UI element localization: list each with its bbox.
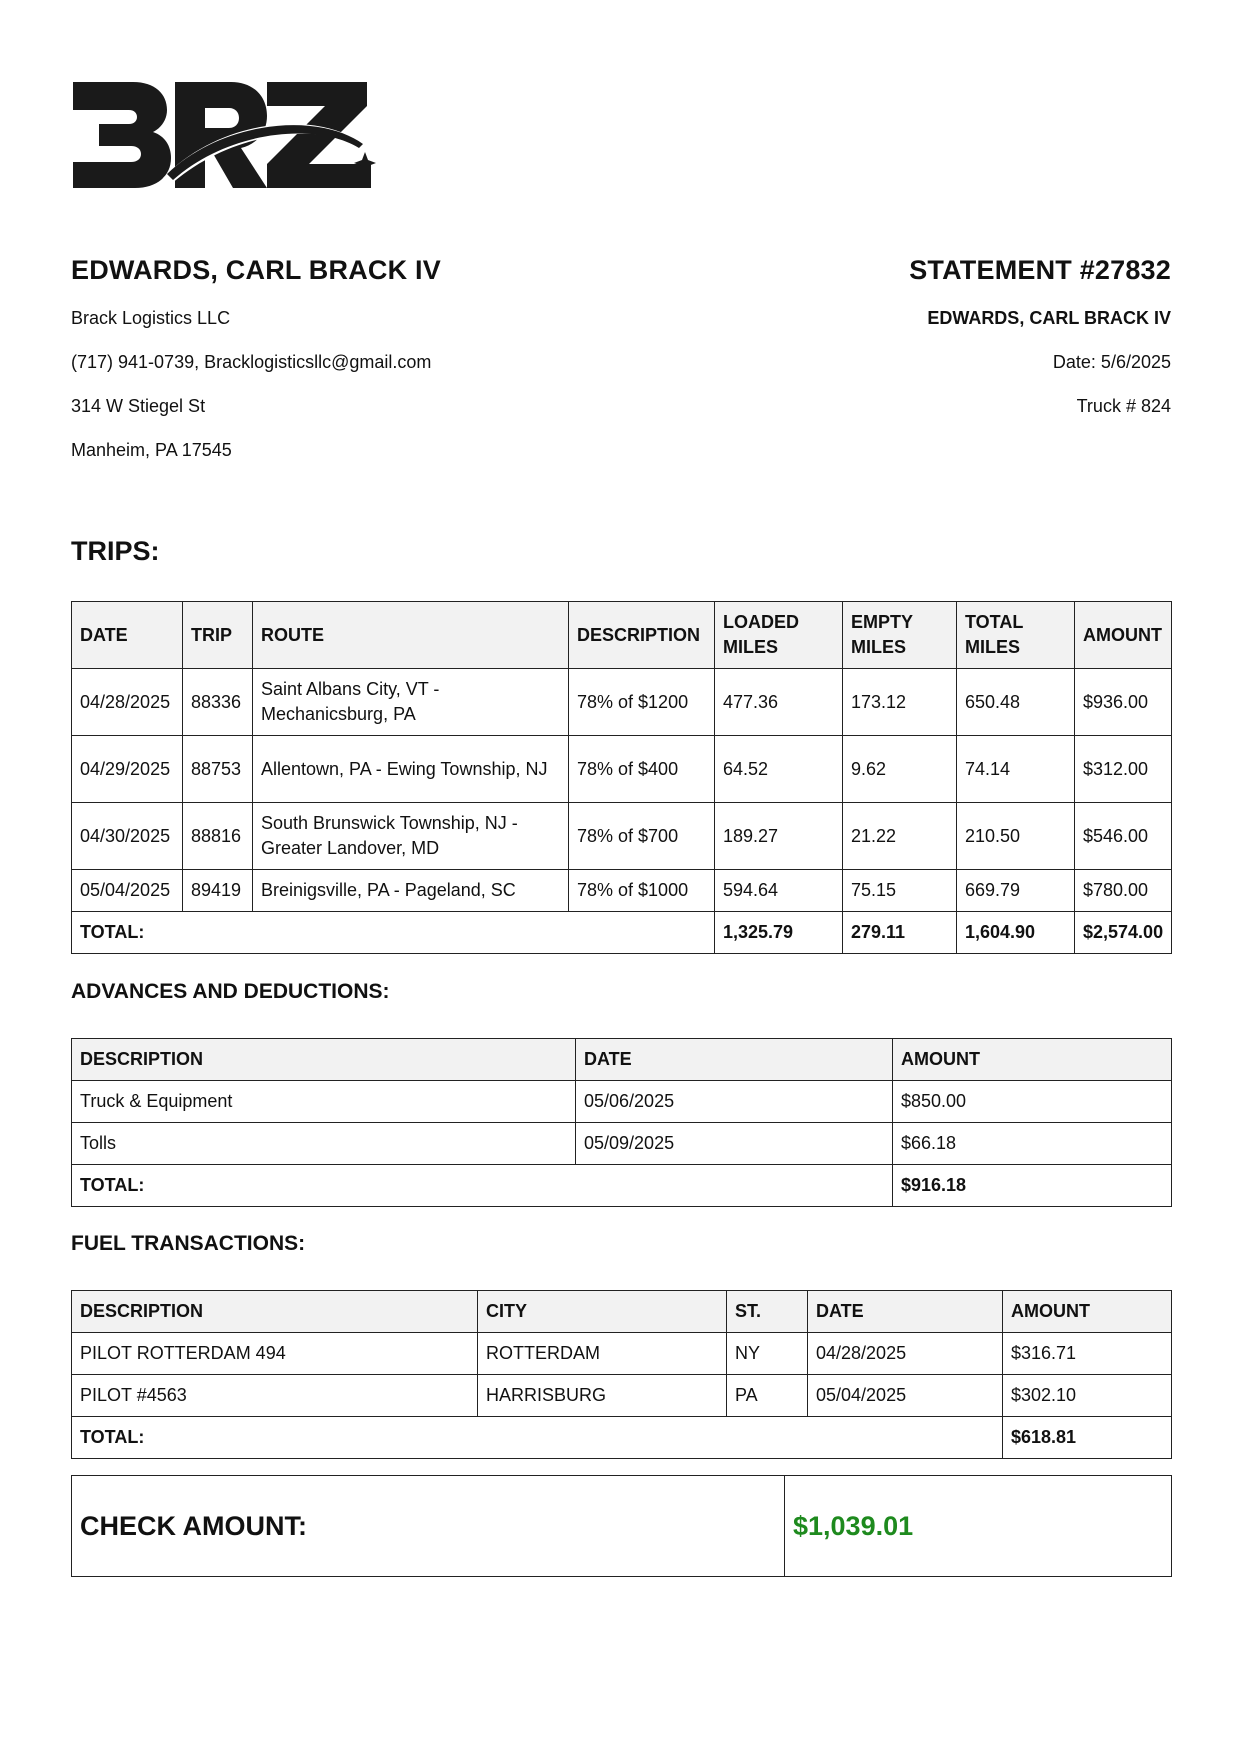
trip-total-miles: 210.50 bbox=[957, 803, 1075, 870]
advance-description: Truck & Equipment bbox=[72, 1081, 576, 1123]
column-header: CITY bbox=[478, 1291, 727, 1333]
advance-amount: $850.00 bbox=[893, 1081, 1172, 1123]
table-row bbox=[72, 1123, 1172, 1165]
trip-amount: $546.00 bbox=[1075, 803, 1172, 870]
fuel-date: 05/04/2025 bbox=[808, 1375, 1003, 1417]
advance-date: 05/09/2025 bbox=[576, 1123, 893, 1165]
column-header: ST. bbox=[727, 1291, 808, 1333]
total-label: TOTAL: bbox=[72, 1165, 893, 1207]
total-label: TOTAL: bbox=[72, 1417, 1003, 1459]
check-amount-value: $1,039.01 bbox=[785, 1476, 1172, 1577]
fuel-state: PA bbox=[727, 1375, 808, 1417]
check-amount-box bbox=[71, 1475, 1172, 1577]
check-row bbox=[72, 1476, 1172, 1577]
trip-route: Allentown, PA - Ewing Township, NJ bbox=[253, 736, 569, 803]
driver-name: EDWARDS, CARL BRACK IV bbox=[71, 255, 441, 285]
trip-route: Breinigsville, PA - Pageland, SC bbox=[253, 870, 569, 912]
table-header-row bbox=[72, 1291, 1172, 1333]
total-label: TOTAL: bbox=[72, 912, 715, 954]
table-row bbox=[72, 1081, 1172, 1123]
fuel-description: PILOT ROTTERDAM 494 bbox=[72, 1333, 478, 1375]
column-header: DATE bbox=[808, 1291, 1003, 1333]
column-header: DESCRIPTION bbox=[569, 602, 715, 669]
table-row bbox=[72, 870, 1172, 912]
total-amount: $618.81 bbox=[1003, 1417, 1172, 1459]
advance-date: 05/06/2025 bbox=[576, 1081, 893, 1123]
check-amount-label: CHECK AMOUNT: bbox=[72, 1476, 785, 1577]
trip-loaded-miles: 594.64 bbox=[715, 870, 843, 912]
trip-date: 04/30/2025 bbox=[72, 803, 183, 870]
statement-title: STATEMENT #27832 bbox=[909, 255, 1171, 285]
trip-total-miles: 650.48 bbox=[957, 669, 1075, 736]
table-row bbox=[72, 803, 1172, 870]
address-line1: 314 W Stiegel St bbox=[71, 396, 206, 416]
total-empty-miles: 279.11 bbox=[843, 912, 957, 954]
column-header: DESCRIPTION bbox=[72, 1039, 576, 1081]
statement-info bbox=[611, 252, 1171, 428]
column-header: LOADED MILES bbox=[715, 602, 843, 669]
driver-info bbox=[71, 252, 631, 472]
trip-amount: $780.00 bbox=[1075, 870, 1172, 912]
contact-info: (717) 941-0739, Bracklogisticsllc@gmail.com bbox=[71, 352, 432, 372]
table-total-row bbox=[72, 1165, 1172, 1207]
advances-table bbox=[71, 1038, 1172, 1207]
advance-description: Tolls bbox=[72, 1123, 576, 1165]
trip-number: 89419 bbox=[183, 870, 253, 912]
trip-empty-miles: 173.12 bbox=[843, 669, 957, 736]
trip-empty-miles: 9.62 bbox=[843, 736, 957, 803]
column-header: AMOUNT bbox=[1075, 602, 1172, 669]
company-name: Brack Logistics LLC bbox=[71, 308, 231, 328]
column-header: EMPTY MILES bbox=[843, 602, 957, 669]
total-miles: 1,604.90 bbox=[957, 912, 1075, 954]
trip-description: 78% of $400 bbox=[569, 736, 715, 803]
table-row bbox=[72, 1375, 1172, 1417]
trip-empty-miles: 21.22 bbox=[843, 803, 957, 870]
total-amount: $916.18 bbox=[893, 1165, 1172, 1207]
table-total-row bbox=[72, 912, 1172, 954]
trip-route: South Brunswick Township, NJ - Greater Landover, MD bbox=[253, 803, 569, 870]
column-header: DATE bbox=[72, 602, 183, 669]
advance-amount: $66.18 bbox=[893, 1123, 1172, 1165]
trip-empty-miles: 75.15 bbox=[843, 870, 957, 912]
trip-loaded-miles: 64.52 bbox=[715, 736, 843, 803]
column-header: DATE bbox=[576, 1039, 893, 1081]
trips-table bbox=[71, 601, 1172, 954]
trip-date: 04/29/2025 bbox=[72, 736, 183, 803]
trip-loaded-miles: 189.27 bbox=[715, 803, 843, 870]
fuel-table bbox=[71, 1290, 1172, 1459]
trip-number: 88336 bbox=[183, 669, 253, 736]
trip-loaded-miles: 477.36 bbox=[715, 669, 843, 736]
statement-date: Date: 5/6/2025 bbox=[1052, 352, 1171, 372]
column-header: AMOUNT bbox=[1003, 1291, 1172, 1333]
trip-date: 05/04/2025 bbox=[72, 870, 183, 912]
table-row bbox=[72, 669, 1172, 736]
column-header: ROUTE bbox=[253, 602, 569, 669]
statement-driver-name: EDWARDS, CARL BRACK IV bbox=[927, 308, 1171, 328]
trip-number: 88753 bbox=[183, 736, 253, 803]
fuel-city: HARRISBURG bbox=[478, 1375, 727, 1417]
table-header-row bbox=[72, 602, 1172, 669]
table-row bbox=[72, 1333, 1172, 1375]
fuel-amount: $302.10 bbox=[1003, 1375, 1172, 1417]
trips-heading: TRIPS: bbox=[71, 536, 160, 566]
fuel-state: NY bbox=[727, 1333, 808, 1375]
total-amount: $2,574.00 bbox=[1075, 912, 1172, 954]
trip-number: 88816 bbox=[183, 803, 253, 870]
fuel-amount: $316.71 bbox=[1003, 1333, 1172, 1375]
trip-total-miles: 74.14 bbox=[957, 736, 1075, 803]
table-total-row bbox=[72, 1417, 1172, 1459]
trip-date: 04/28/2025 bbox=[72, 669, 183, 736]
advances-heading: ADVANCES AND DEDUCTIONS: bbox=[71, 980, 390, 1003]
trip-amount: $312.00 bbox=[1075, 736, 1172, 803]
table-header-row bbox=[72, 1039, 1172, 1081]
table-row bbox=[72, 736, 1172, 803]
trip-description: 78% of $1000 bbox=[569, 870, 715, 912]
column-header: TOTAL MILES bbox=[957, 602, 1075, 669]
trip-total-miles: 669.79 bbox=[957, 870, 1075, 912]
column-header: DESCRIPTION bbox=[72, 1291, 478, 1333]
fuel-description: PILOT #4563 bbox=[72, 1375, 478, 1417]
brz-logo bbox=[71, 78, 381, 193]
total-loaded-miles: 1,325.79 bbox=[715, 912, 843, 954]
fuel-heading: FUEL TRANSACTIONS: bbox=[71, 1232, 306, 1255]
trip-amount: $936.00 bbox=[1075, 669, 1172, 736]
column-header: TRIP bbox=[183, 602, 253, 669]
column-header: AMOUNT bbox=[893, 1039, 1172, 1081]
trip-route: Saint Albans City, VT - Mechanicsburg, PA bbox=[253, 669, 569, 736]
trip-description: 78% of $1200 bbox=[569, 669, 715, 736]
fuel-city: ROTTERDAM bbox=[478, 1333, 727, 1375]
address-line2: Manheim, PA 17545 bbox=[71, 440, 232, 460]
fuel-date: 04/28/2025 bbox=[808, 1333, 1003, 1375]
trip-description: 78% of $700 bbox=[569, 803, 715, 870]
truck-number: Truck # 824 bbox=[1076, 396, 1171, 416]
